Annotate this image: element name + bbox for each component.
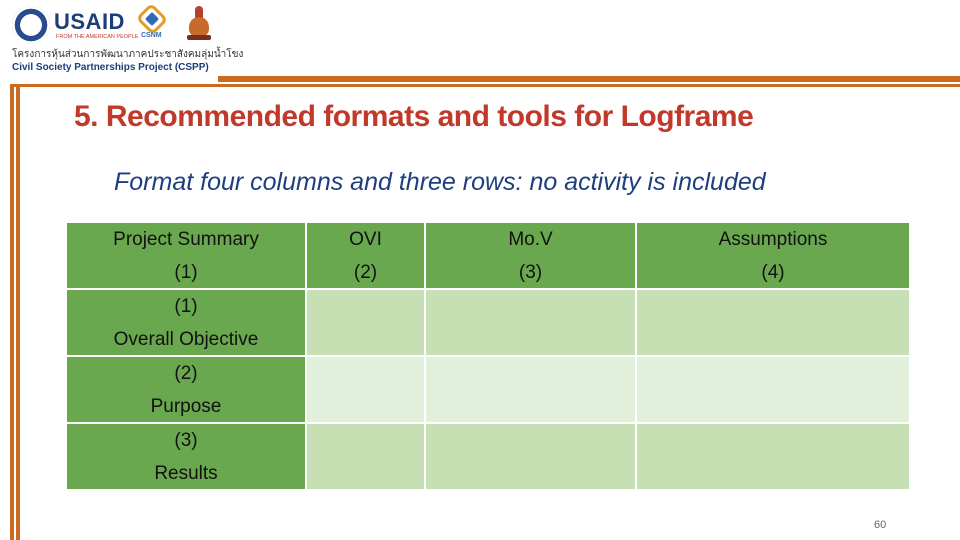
project-name-thai: โครงการหุ้นส่วนการพัฒนาภาคประชาสังคมลุ่มน้ำโขง	[12, 49, 244, 60]
page-number: 60	[874, 519, 887, 531]
table-cell	[425, 423, 636, 490]
row-label-results: (3) Results	[66, 423, 306, 490]
header-rule	[218, 76, 960, 82]
usaid-seal-icon	[12, 6, 50, 44]
slide-title: 5. Recommended formats and tools for Logframe	[74, 100, 754, 133]
table-cell	[425, 289, 636, 356]
left-rule-outer	[10, 86, 14, 540]
logframe-table	[66, 222, 910, 490]
project-name-english: Civil Society Partnerships Project (CSPP)	[12, 62, 209, 73]
header-assumptions: Assumptions (4)	[636, 222, 910, 289]
table-cell	[636, 356, 910, 423]
table-cell	[306, 289, 425, 356]
usaid-wordmark: USAID	[54, 9, 125, 34]
slide-header	[0, 0, 960, 80]
header-mov: Mo.V (3)	[425, 222, 636, 289]
left-rule-inner	[16, 86, 20, 540]
row-label-overall-objective: (1) Overall Objective	[66, 289, 306, 356]
usaid-logo	[12, 6, 139, 44]
slide-subtitle: Format four columns and three rows: no activity is included	[114, 168, 766, 196]
table-cell	[306, 356, 425, 423]
csnm-logo	[138, 8, 168, 42]
header-ovi: OVI (2)	[306, 222, 425, 289]
table-cell	[636, 423, 910, 490]
csnm-label: CSNM	[141, 32, 162, 39]
usaid-tagline: FROM THE AMERICAN PEOPLE	[56, 34, 139, 40]
header-project-summary: Project Summary (1)	[66, 222, 306, 289]
university-emblem-icon	[186, 6, 212, 42]
table-cell	[306, 423, 425, 490]
row-label-purpose: (2) Purpose	[66, 356, 306, 423]
table-cell	[425, 356, 636, 423]
table-cell	[636, 289, 910, 356]
header-divider	[10, 84, 960, 87]
